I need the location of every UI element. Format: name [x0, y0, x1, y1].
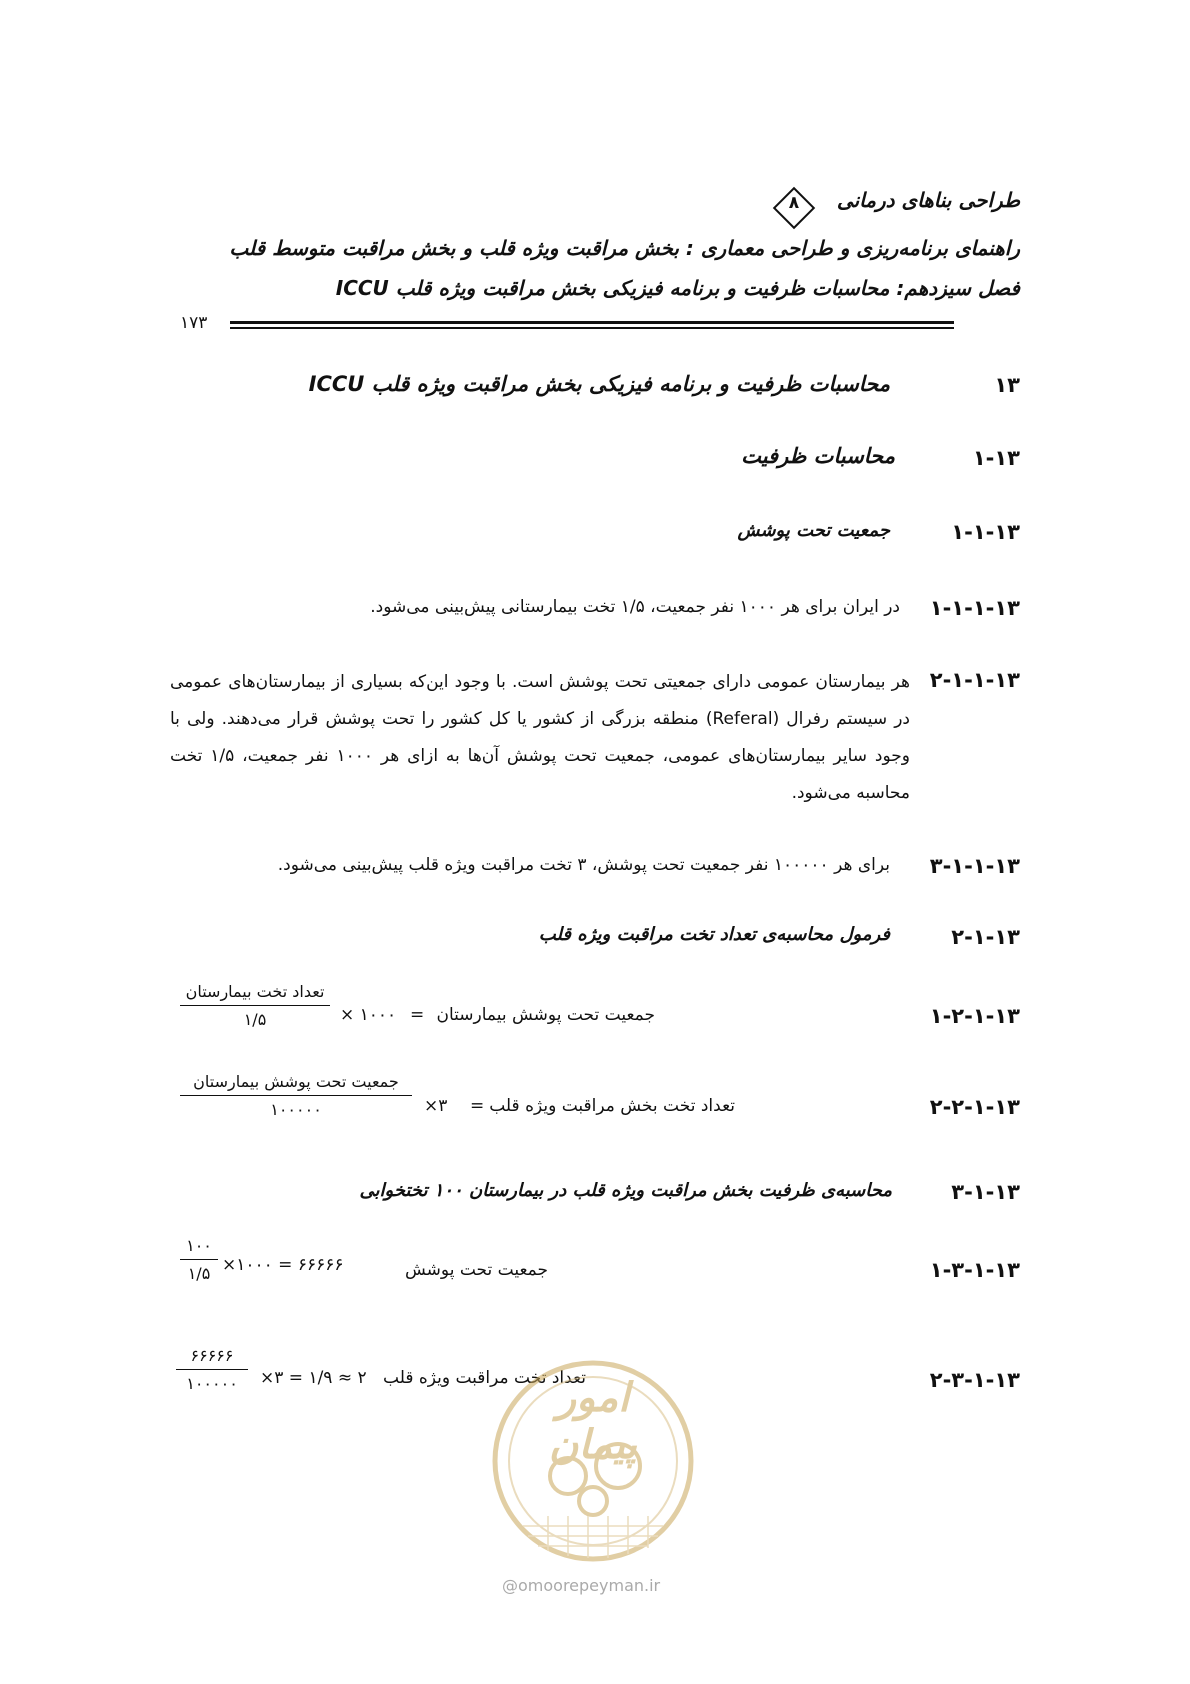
series-badge	[774, 188, 814, 228]
para-1-number: ۱-۱-۱-۱۳	[929, 596, 1020, 620]
header-line-1	[837, 188, 1020, 212]
formula-1-numerator: تعداد تخت بیمارستان	[180, 982, 330, 1006]
formula-2-factor: ۳×	[424, 1096, 448, 1116]
at-icon: @	[502, 1576, 518, 1595]
calc-2-denominator: ۱۰۰۰۰۰	[186, 1374, 238, 1393]
header-line-2: راهنمای برنامه‌ریزی و طراحی معماری : بخش مراقبت ویژه قلب و بخش مراقبت متوسط قلب	[229, 236, 1020, 260]
para-2-text: هر بیمارستان عمومی دارای جمعیتی تحت پوشش است. با وجود این‌که بسیاری از بیمارستان‌های عمومی در سیستم رفرال (Referal) منطقه بزرگی از کشور یا کل کشور را تحت پوشش قرار می‌دهند. ولی با وجود سایر بیمارستان‌های عمومی، جمعیت تحت پوشش آن‌ها به ازای هر ۱۰۰۰ نفر جمعیت، ۱/۵ تخت محاسبه می‌شود.	[170, 672, 911, 803]
formula-1-fraction	[180, 982, 330, 1029]
header-rule-thin	[230, 327, 954, 329]
para-2-number: ۲-۱-۱-۱۳	[929, 668, 1020, 692]
watermark-logo	[488, 1356, 698, 1566]
calc-1-denominator: ۱/۵	[187, 1264, 211, 1283]
formula-2-fraction	[180, 1072, 412, 1119]
header-line-3: فصل سیزدهم: محاسبات ظرفیت و برنامه فیزیکی بخش مراقبت ویژه قلب ICCU	[335, 276, 1020, 300]
series-number: ۸	[788, 193, 800, 213]
formula-2-denominator: ۱۰۰۰۰۰	[270, 1100, 322, 1119]
calc-1-label: جمعیت تحت پوشش	[405, 1260, 548, 1280]
formula-1-label: جمعیت تحت پوشش بیمارستان	[436, 1005, 655, 1025]
watermark-url: @omoorepeyman.ir	[502, 1576, 661, 1595]
para-3-text: برای هر ۱۰۰۰۰۰ نفر جمعیت تحت پوشش، ۳ تخت مراقبت ویژه قلب پیش‌بینی می‌شود.	[277, 855, 890, 875]
para-3-number: ۳-۱-۱-۱۳	[929, 854, 1020, 878]
calc-2-label: تعداد تخت مراقبت ویژه قلب	[383, 1368, 586, 1388]
section-13-title: محاسبات ظرفیت و برنامه فیزیکی بخش مراقبت ویژه قلب ICCU	[308, 372, 890, 396]
section-13-1-1-number: ۱-۱-۱۳	[951, 520, 1020, 544]
calc-1-number: ۱-۳-۱-۱۳	[929, 1258, 1020, 1282]
calc-1-fraction	[180, 1236, 218, 1283]
calc-2-number: ۲-۳-۱-۱۳	[929, 1368, 1020, 1392]
formula-2-numerator: جمعیت تحت پوشش بیمارستان	[180, 1072, 412, 1096]
section-13-1-2-number: ۲-۱-۱۳	[951, 925, 1020, 949]
calc-1-numerator: ۱۰۰	[180, 1236, 218, 1260]
page-number: ۱۷۳	[180, 313, 208, 333]
section-13-1-number: ۱-۱۳	[972, 446, 1020, 470]
section-13-number: ۱۳	[994, 373, 1020, 397]
formula-1-factor: ۱۰۰۰ ×	[340, 1005, 397, 1025]
calc-2-numerator: ۶۶۶۶۶	[176, 1346, 248, 1370]
calc-1-expression: ۶۶۶۶۶ = ۱۰۰۰×	[222, 1255, 344, 1275]
section-13-1-title: محاسبات ظرفیت	[741, 444, 895, 468]
watermark-logo-text: امور پیمان	[549, 1374, 637, 1468]
section-13-1-3-number: ۳-۱-۱۳	[951, 1180, 1020, 1204]
formula-2-number: ۲-۲-۱-۱۳	[929, 1095, 1020, 1119]
header-rule-thick	[230, 321, 954, 324]
calc-2-expression: ۲ ≈ ۱/۹ = ۳×	[260, 1368, 367, 1388]
para-1-text: در ایران برای هر ۱۰۰۰ نفر جمعیت، ۱/۵ تخت بیمارستانی پیش‌بینی می‌شود.	[370, 597, 900, 617]
formula-2-label: تعداد تخت بخش مراقبت ویژه قلب	[489, 1096, 735, 1116]
section-13-1-3-title: محاسبه‌ی ظرفیت بخش مراقبت ویژه قلب در بیمارستان ۱۰۰ تختخوابی	[359, 1180, 892, 1201]
book-title: طراحی بناهای درمانی	[836, 188, 1020, 212]
formula-2-equals: =	[470, 1096, 485, 1116]
section-13-1-2-title: فرمول محاسبه‌ی تعداد تخت مراقبت ویژه قلب	[538, 924, 890, 945]
formula-1-equals: =	[410, 1005, 425, 1025]
formula-1-denominator: ۱/۵	[243, 1010, 267, 1029]
section-13-1-1-title: جمعیت تحت پوشش	[737, 520, 890, 541]
formula-1-number: ۱-۲-۱-۱۳	[929, 1004, 1020, 1028]
calc-2-fraction	[176, 1346, 248, 1393]
